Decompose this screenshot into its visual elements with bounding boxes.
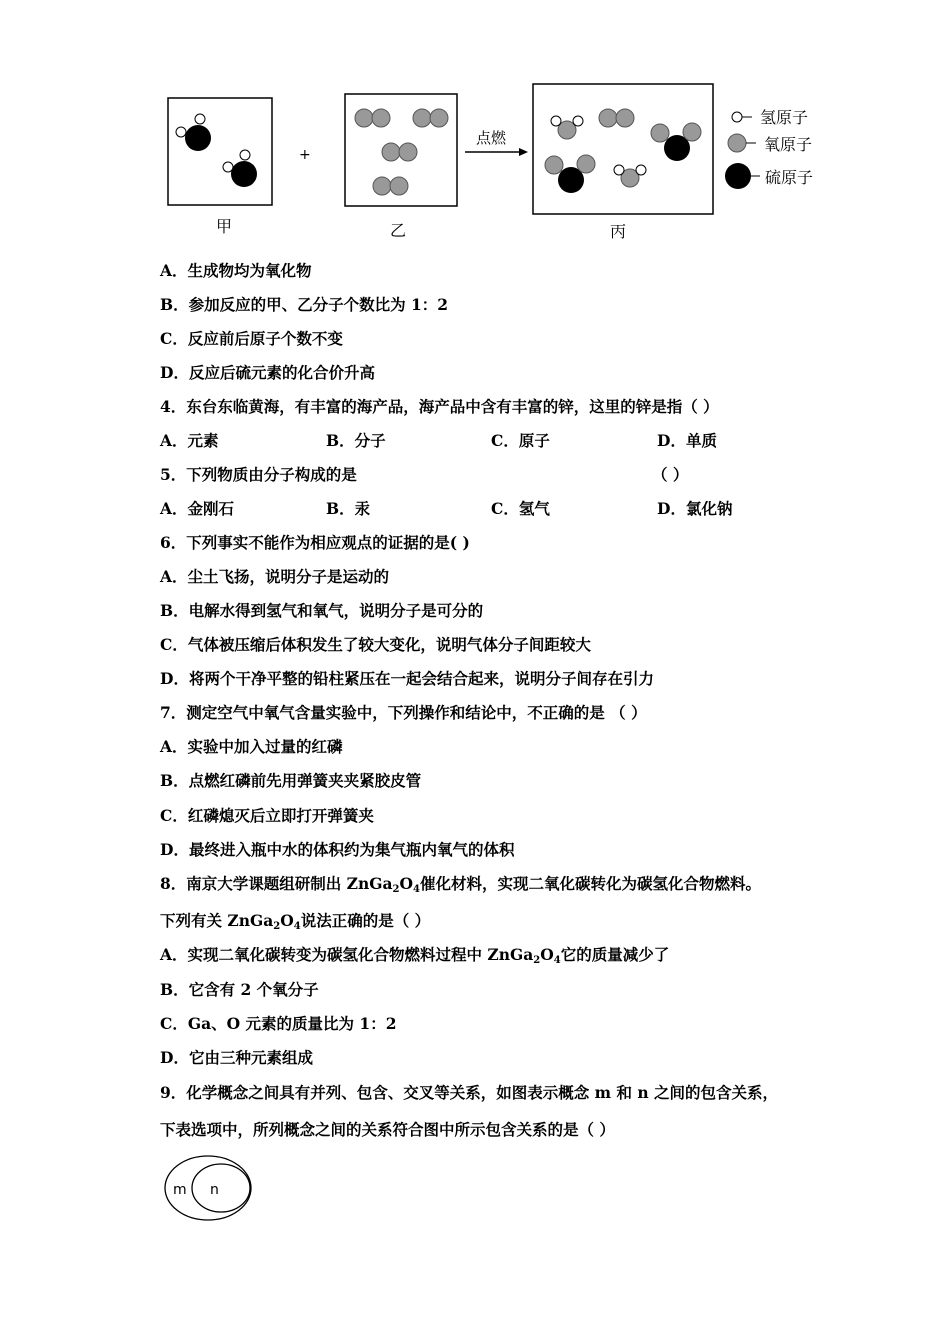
q6-option-a: A．尘土飞扬，说明分子是运动的 [160, 567, 390, 586]
circle-n [192, 1164, 250, 1212]
legend-oxygen [728, 134, 812, 154]
legend-oxygen-label: 氧原子 [764, 135, 813, 154]
q8-option-a: A．实现二氧化碳转变为碳氢化合物燃料过程中 ZnGa2O4它的质量减少了 [160, 945, 670, 966]
molecule-o2-4 [373, 177, 408, 195]
arrow-label: 点燃 [476, 129, 507, 147]
q7-option-d: D．最终进入瓶中水的体积约为集气瓶内氧气的体积 [160, 840, 515, 859]
q4-option-b: B．分子 [326, 431, 386, 450]
legend-sulfur [725, 163, 813, 189]
q7-option-c: C．红磷熄灭后立即打开弹簧夹 [160, 806, 374, 825]
q8-option-b: B．它含有 2 个氧分子 [160, 980, 319, 999]
q8-stem: 8．南京大学课题组研制出 ZnGa2O4催化材料，实现二氧化碳转化为碳氢化合物燃料。 [160, 874, 762, 895]
legend-sulfur-label: 硫原子 [765, 168, 814, 187]
molecule-h2s-1 [176, 114, 211, 151]
q4-stem: 4．东台东临黄海，有丰富的海产品，海产品中含有丰富的锌，这里的锌是指（ ） [160, 397, 719, 416]
box-bing-label: 丙 [610, 222, 627, 241]
q3-option-b: B．参加反应的甲、乙分子个数比为 1：2 [160, 295, 449, 314]
q8-stem-line2: 下列有关 ZnGa2O4说法正确的是（ ） [160, 911, 431, 932]
q6-option-c: C．气体被压缩后体积发生了较大变化，说明气体分子间距较大 [160, 635, 591, 654]
molecule-h2o-1 [551, 116, 583, 139]
q7-option-a: A．实验中加入过量的红磷 [160, 737, 343, 756]
q9-stem-line2: 下表选项中，所列概念之间的关系符合图中所示包含关系的是（ ） [160, 1120, 615, 1139]
box-jia-label: 甲 [216, 217, 233, 236]
q3-option-c: C．反应前后原子个数不变 [160, 329, 343, 348]
q4-option-c: C．原子 [491, 431, 550, 450]
hydrogen-atom-icon [732, 112, 742, 122]
molecule-o2-3 [382, 143, 417, 161]
box-jia [168, 98, 272, 205]
q5-stem: 5．下列物质由分子构成的是 [160, 465, 357, 484]
oxygen-atom-icon [728, 134, 746, 152]
legend-hydrogen [732, 108, 808, 127]
molecule-h2s-2 [223, 150, 257, 187]
legend-hydrogen-label: 氢原子 [760, 108, 809, 127]
q7-stem: 7．测定空气中氧气含量实验中，下列操作和结论中，不正确的是 （ ） [160, 703, 647, 722]
arrow-head-icon [519, 148, 528, 156]
q3-option-a: A．生成物均为氧化物 [160, 261, 312, 280]
sulfur-atom-icon [725, 163, 751, 189]
q6-option-d: D．将两个干净平整的铅柱紧压在一起会结合起来，说明分子间存在引力 [160, 669, 654, 688]
q4-option-d: D．单质 [657, 431, 717, 450]
q8-option-d: D．它由三种元素组成 [160, 1048, 313, 1067]
plus-sign: + [299, 147, 311, 163]
molecule-so2-1 [651, 123, 701, 161]
label-m: m [173, 1182, 187, 1198]
molecule-so2-2 [545, 155, 595, 193]
q5-option-c: C．氢气 [491, 499, 550, 518]
venn-diagram [158, 1150, 268, 1230]
q5-option-d: D．氯化钠 [657, 499, 733, 518]
q5-option-b: B．汞 [326, 499, 371, 518]
q4-option-a: A．元素 [160, 431, 219, 450]
q5-bracket: （ ） [652, 465, 689, 484]
q3-option-d: D．反应后硫元素的化合价升高 [160, 363, 375, 382]
molecule-h2o-2 [614, 165, 646, 187]
q6-stem: 6．下列事实不能作为相应观点的证据的是( ) [160, 533, 470, 552]
q8-option-c: C．Ga、O 元素的质量比为 1：2 [160, 1014, 397, 1033]
q9-stem: 9．化学概念之间具有并列、包含、交叉等关系，如图表示概念 m 和 n 之间的包含关系， [160, 1083, 779, 1102]
reaction-diagram [0, 0, 950, 250]
molecule-o2-1 [355, 109, 390, 127]
q5-option-a: A．金刚石 [160, 499, 235, 518]
q6-option-b: B．电解水得到氢气和氧气，说明分子是可分的 [160, 601, 484, 620]
molecule-o2-2 [413, 109, 448, 127]
box-yi-label: 乙 [390, 221, 407, 240]
q7-option-b: B．点燃红磷前先用弹簧夹夹紧胶皮管 [160, 771, 422, 790]
molecule-o2-5 [599, 109, 634, 127]
label-n: n [210, 1182, 219, 1198]
